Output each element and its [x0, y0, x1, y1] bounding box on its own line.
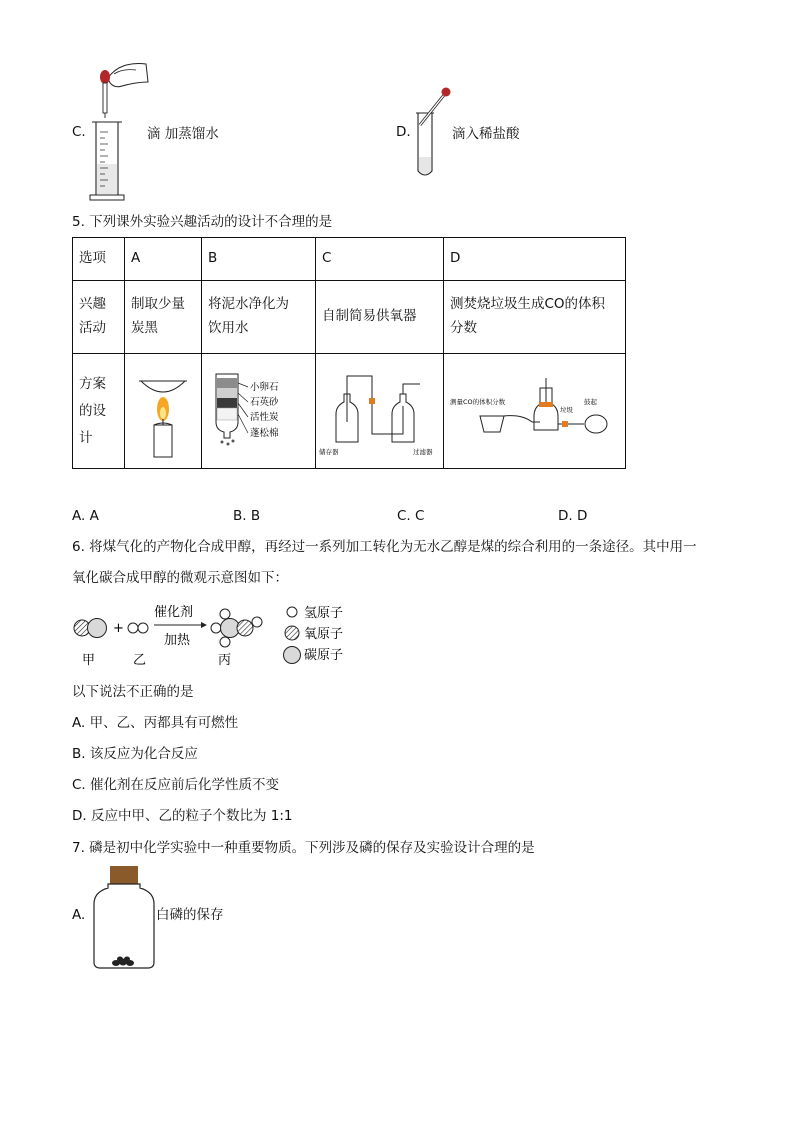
- design-d-cell: [444, 354, 626, 469]
- graduated-cylinder-dropper-figure: [88, 60, 152, 205]
- design-row-label: 方案的设计: [73, 354, 125, 469]
- q7-option-a-text: 白磷的保存: [156, 907, 224, 923]
- oxygen-generator-figure: [316, 354, 442, 468]
- activity-b: 将泥水净化为饮用水: [202, 281, 316, 354]
- heating-label: 加热: [164, 633, 191, 648]
- reaction-diagram: [68, 598, 368, 670]
- co-measurement-figure: [444, 354, 624, 468]
- molecule-label: 甲: [82, 653, 96, 668]
- filter-label: 石英砂: [250, 397, 279, 408]
- table-header-cell: C: [316, 238, 444, 281]
- co-label: 鼓起: [584, 398, 597, 406]
- test-tube-dropper-figure: [414, 85, 454, 181]
- q6-choice-c: C. 催化剂在反应前后化学性质不变: [72, 777, 280, 793]
- oxygen-label: 过滤器: [413, 448, 433, 456]
- q6-stem-line2: 氧化碳合成甲醇的微观示意图如下：: [72, 570, 288, 586]
- candle-dish-figure: [133, 363, 193, 459]
- legend-label: 氧原子: [304, 627, 344, 642]
- co-label: 垃圾: [560, 406, 573, 414]
- oxygen-label: 储存器: [319, 448, 339, 456]
- q6-stem-line1: 6. 将煤气化的产物化合成甲醇，再经过一系列加工转化为无水乙醇是煤的综合利用的一条途径。其中用一: [72, 539, 697, 555]
- q5-choice-b: B. B: [233, 508, 261, 524]
- molecule-label: 丙: [218, 653, 232, 668]
- q5-options-table: [72, 237, 626, 469]
- activity-c: 自制简易供氧器: [316, 281, 444, 354]
- water-filter-figure: [202, 354, 314, 468]
- filter-label: 蓬松棉: [250, 428, 279, 439]
- design-c-cell: [316, 354, 444, 469]
- table-header-cell: B: [202, 238, 316, 281]
- activity-a: 制取少量炭黑: [125, 281, 202, 354]
- table-row-activity: [73, 281, 626, 354]
- q5-stem: 5. 下列课外实验兴趣活动的设计不合理的是: [72, 214, 333, 230]
- q5-choice-c: C. C: [397, 508, 425, 524]
- q7-option-a-label: A.: [72, 907, 86, 923]
- catalyst-label: 催化剂: [154, 605, 194, 620]
- q6-prompt: 以下说法不正确的是: [72, 684, 194, 700]
- design-a-cell: [125, 354, 202, 469]
- table-header-cell: 选项: [73, 238, 125, 281]
- q6-choice-b: B. 该反应为化合反应: [72, 746, 198, 762]
- q4-option-c-label: C.: [72, 124, 86, 140]
- molecule-label: 乙: [133, 653, 147, 668]
- q6-choice-d: D. 反应中甲、乙的粒子个数比为 1:1: [72, 808, 293, 824]
- q5-choice-a: A. A: [72, 508, 99, 524]
- table-row-design: [73, 354, 626, 469]
- q7-stem: 7. 磷是初中化学实验中一种重要物质。下列涉及磷的保存及实验设计合理的是: [72, 840, 535, 856]
- q4-option-c-text: 滴 加蒸馏水: [147, 126, 219, 142]
- table-header-cell: A: [125, 238, 202, 281]
- q4-option-d-label: D.: [396, 124, 411, 140]
- activity-d: 测焚烧垃圾生成CO的体积分数: [444, 281, 626, 354]
- q4-option-d-text: 滴入稀盐酸: [452, 126, 520, 142]
- legend-label: 碳原子: [304, 648, 344, 663]
- table-header-cell: D: [444, 238, 626, 281]
- q6-choice-a: A. 甲、乙、丙都具有可燃性: [72, 715, 239, 731]
- co-label: 测量CO的体积分数: [450, 398, 506, 406]
- filter-label: 小卵石: [250, 382, 279, 393]
- white-phosphorus-jar-figure: [92, 864, 156, 970]
- table-header-row: [73, 238, 626, 281]
- design-b-cell: [202, 354, 316, 469]
- legend-label: 氢原子: [304, 606, 344, 621]
- filter-label: 活性炭: [250, 412, 279, 423]
- q5-choice-d: D. D: [558, 508, 588, 524]
- plus-sign: +: [113, 621, 124, 636]
- activity-row-label: 兴趣活动: [73, 281, 125, 354]
